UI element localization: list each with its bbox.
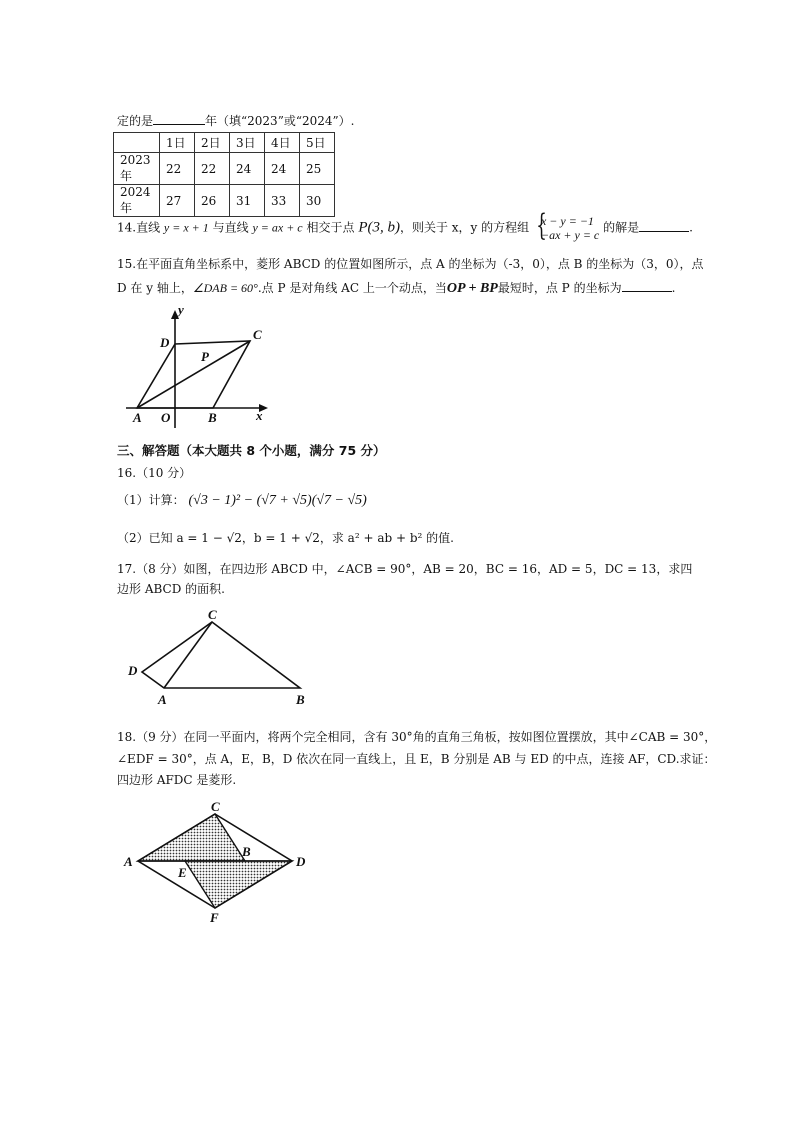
q18-line3: 四边形 AFDC 是菱形. — [117, 773, 237, 787]
table-cell: 24 — [265, 153, 300, 185]
brace-icon: { — [536, 208, 547, 243]
label-e: E — [178, 865, 187, 880]
q14-answer-blank — [639, 219, 689, 232]
system-eq-1: x − y = −1 — [540, 214, 594, 228]
table-cell: 26 — [195, 185, 230, 217]
q15-text: D 在 y 轴上， — [117, 281, 193, 295]
system-eq-2: −ax + y = c — [540, 228, 600, 242]
table-cell: 22 — [160, 153, 195, 185]
q18-line1: 18.（9 分）在同一平面内，将两个完全相同，含有 30°角的直角三角板，按如图位置摆放，其中∠CAB = 30°， — [117, 730, 717, 744]
q14-point: P(3, b) — [358, 219, 400, 236]
q16-part1-expr: (√3 − 1)² − (√7 + √5)(√7 − √5) — [188, 493, 367, 508]
q15-line2 — [117, 279, 675, 297]
q15-line1: 15.在平面直角坐标系中，菱形 ABCD 的位置如图所示，点 A 的坐标为（-3，0），点 B 的坐标为（3，0），点 — [117, 257, 704, 271]
q14-text: 相交于点 — [306, 220, 355, 235]
label-c: C — [208, 607, 217, 622]
table-header-cell: 3日 — [230, 133, 265, 153]
section-title: 三、解答题（本大题共 8 个小题，满分 75 分） — [117, 443, 386, 458]
q17-line2: 边形 ABCD 的面积. — [117, 582, 225, 596]
label-d: D — [128, 663, 138, 678]
q14-eq1: y = x + 1 — [163, 220, 209, 235]
label-d: D — [296, 854, 306, 869]
table-header-cell: 1日 — [160, 133, 195, 153]
rhombus-figure — [120, 304, 280, 428]
q15-expr: OP + BP — [446, 281, 498, 296]
q14 — [117, 208, 693, 243]
q15-end: . — [671, 281, 676, 295]
label-b: B — [296, 692, 305, 707]
table-cell: 2024年 — [114, 185, 160, 217]
q13-suffix: 年（填“2023”或“2024”）. — [205, 114, 355, 128]
label-a: A — [158, 692, 167, 707]
table-header-cell: 5日 — [300, 133, 335, 153]
label-p: P — [201, 349, 209, 364]
table-header-row — [114, 133, 335, 153]
q14-text: 的解是 — [603, 220, 640, 235]
q14-text: 14.直线 — [117, 220, 161, 235]
q13-tail — [117, 112, 354, 129]
table-header-cell: 4日 — [265, 133, 300, 153]
quadrilateral-figure — [124, 606, 314, 710]
table-row — [114, 153, 335, 185]
table-header-cell: 2日 — [195, 133, 230, 153]
quadrilateral-abcd — [142, 622, 300, 688]
table-cell: 22 — [195, 153, 230, 185]
diagonal-ac — [137, 341, 250, 408]
q18-line2: ∠EDF = 30°，点 A，E，B，D 依次在同一直线上，且 E，B 分别是 AB 与 ED 的中点，连接 AF，CD.求证： — [117, 752, 716, 766]
q15-angle: ∠DAB = 60° — [192, 281, 258, 295]
table-cell: 30 — [300, 185, 335, 217]
table-header-cell — [114, 133, 160, 153]
label-c: C — [211, 799, 220, 814]
q13-answer-blank — [153, 112, 205, 125]
q13-prefix: 定的是 — [117, 114, 154, 128]
triangles-figure — [118, 798, 318, 926]
q16-part1 — [117, 492, 367, 509]
table-cell: 24 — [230, 153, 265, 185]
label-b: B — [208, 410, 217, 425]
label-d: D — [160, 335, 170, 350]
label-x: x — [256, 408, 263, 423]
q16-part2: （2）已知 a = 1 − √2，b = 1 + √2，求 a² + ab + b² 的值. — [117, 531, 454, 545]
q17-line1: 17.（8 分）如图，在四边形 ABCD 中，∠ACB = 90°，AB = 20，BC = 16，AD = 5，DC = 13，求四 — [117, 562, 693, 576]
equation-system — [533, 208, 600, 243]
label-b: B — [242, 844, 251, 859]
q14-end: . — [689, 220, 693, 235]
label-o: O — [161, 410, 171, 425]
table-cell: 25 — [300, 153, 335, 185]
label-c: C — [253, 327, 262, 342]
q14-text: ，则关于 x，y 的方程组 — [399, 220, 530, 235]
table-cell: 2023年 — [114, 153, 160, 185]
q16-part1-label: （1）计算： — [117, 493, 185, 507]
q16-head: 16.（10 分） — [117, 466, 192, 480]
q14-eq2: y = ax + c — [252, 220, 303, 235]
q15-answer-blank — [622, 279, 672, 292]
label-a: A — [133, 410, 142, 425]
table-row — [114, 185, 335, 217]
temperature-table — [113, 132, 335, 217]
label-f: F — [210, 910, 219, 925]
label-a: A — [124, 854, 133, 869]
triangle-acb — [138, 814, 245, 861]
table-cell: 31 — [230, 185, 265, 217]
q14-text: 与直线 — [212, 220, 249, 235]
q15-text: .点 P 是对角线 AC 上一个动点，当 — [257, 281, 447, 295]
table-cell: 27 — [160, 185, 195, 217]
triangle-edf — [185, 861, 292, 908]
q15-text: 最短时，点 P 的坐标为 — [497, 281, 622, 295]
segment-ac — [164, 622, 212, 688]
label-y: y — [178, 304, 184, 317]
table-cell: 33 — [265, 185, 300, 217]
